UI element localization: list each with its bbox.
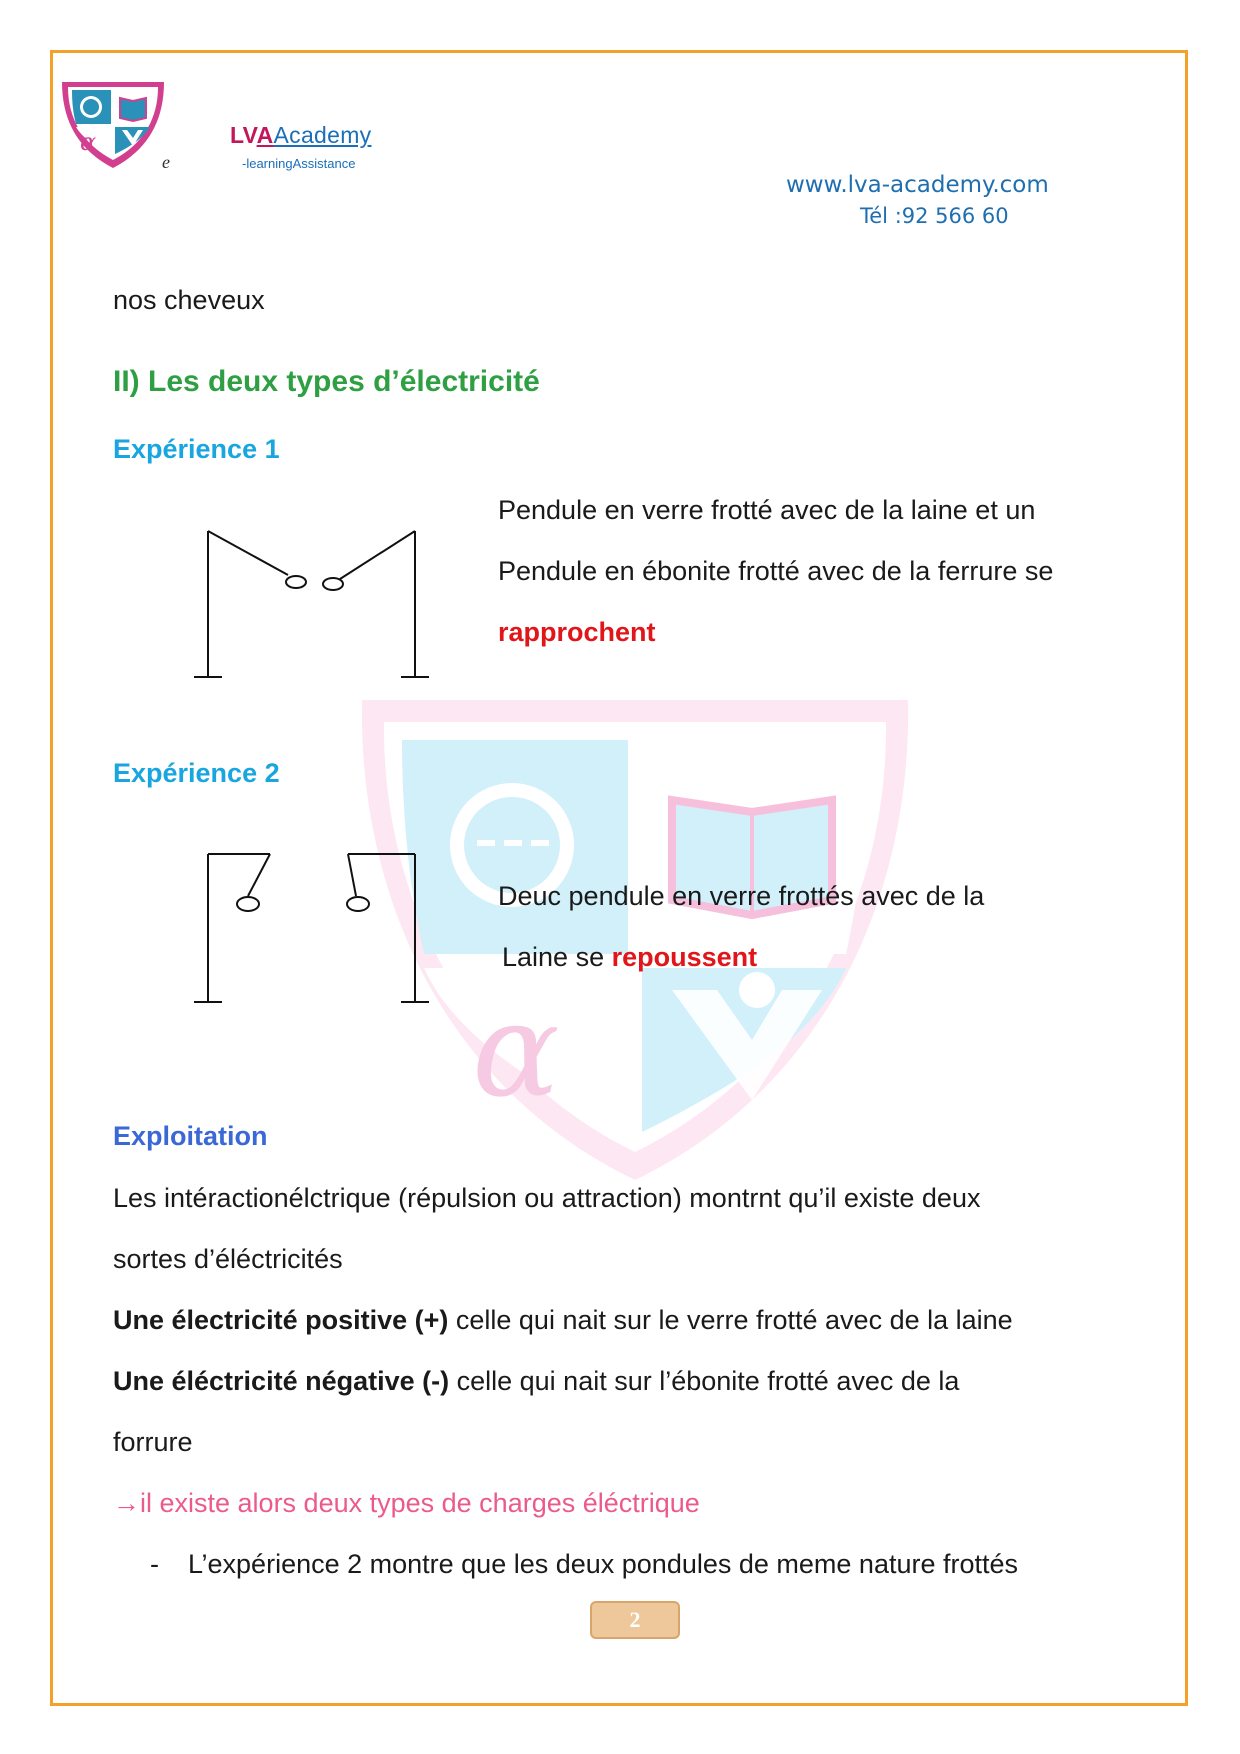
brand-va: A [256, 122, 274, 148]
exploitation-paragraph-line2: sortes d’éléctricités [113, 1244, 343, 1274]
svg-text:α: α [80, 128, 97, 156]
experience1-line2: Pendule en ébonite frotté avec de la ferrure se [498, 556, 1054, 586]
negative-electricity-line2: forrure [113, 1427, 193, 1457]
brand-name [230, 122, 371, 149]
negative-electricity-term: Une éléctricité négative (-) [113, 1366, 450, 1396]
experience2-result: repoussent [611, 942, 758, 972]
experience1-line1: Pendule en verre frotté avec de la laine et un [498, 495, 1036, 525]
intro-text: nos cheveux [113, 285, 265, 315]
brand-tagline: -learningAssistance [242, 156, 356, 171]
experience2-line2-prefix: Laine se [502, 942, 612, 972]
lva-academy-logo [58, 80, 168, 170]
logo-e-mark: e [162, 152, 170, 172]
experience1-diagram [190, 525, 435, 683]
conclusion-text: →il existe alors deux types de charges éléctrique [113, 1488, 700, 1518]
exploitation-paragraph-line1: Les intéractionélctrique (répulsion ou attraction) montrnt qu’il existe deux [113, 1183, 981, 1213]
svg-text:α: α [472, 974, 560, 1126]
website-link[interactable]: www.lva-academy.com [786, 172, 1049, 198]
positive-electricity-term: Une électricité positive (+) [113, 1305, 449, 1335]
positive-electricity-line [113, 1304, 1013, 1336]
brand-lv: LV [230, 122, 257, 148]
bullet-text: L’expérience 2 montre que les deux pondules de meme nature frottés [188, 1549, 1019, 1579]
exploitation-title: Exploitation [113, 1121, 268, 1151]
experience1-result: rapprochent [498, 617, 656, 647]
negative-electricity-line [113, 1365, 959, 1397]
watermark-shield-logo [352, 700, 918, 1180]
page-number: 2 [590, 1601, 680, 1639]
experience2-title: Expérience 2 [113, 758, 280, 788]
bullet-dash: - [150, 1549, 159, 1579]
experience1-title: Expérience 1 [113, 434, 280, 464]
section-title: II) Les deux types d’électricité [113, 365, 540, 398]
experience2-diagram [190, 850, 435, 1008]
phone-number: Tél :92 566 60 [860, 204, 1009, 228]
experience2-line2 [502, 941, 757, 973]
positive-electricity-desc: celle qui nait sur le verre frotté avec de la laine [448, 1305, 1013, 1335]
experience2-line1: Deuc pendule en verre frottés avec de la [498, 881, 985, 911]
brand-academy: Academy [273, 122, 372, 148]
negative-electricity-desc: celle qui nait sur l’ébonite frotté avec de la [449, 1366, 960, 1396]
